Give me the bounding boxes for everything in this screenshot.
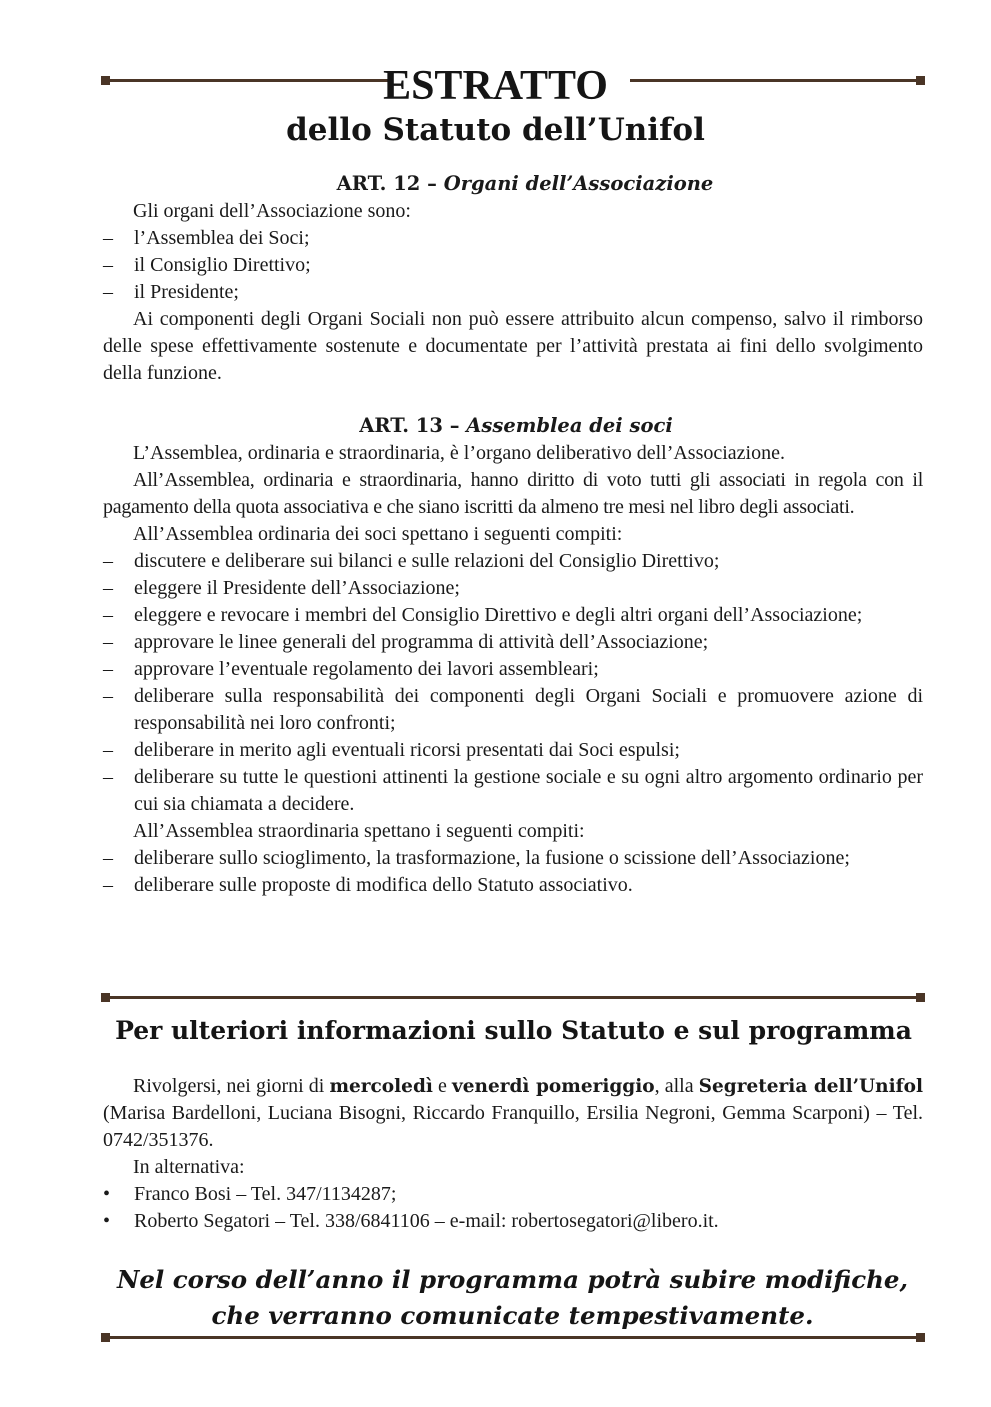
bullet-icon: • xyxy=(103,1210,111,1232)
art12-title: Organi dell’Associazione xyxy=(443,172,714,195)
art13-title: Assemblea dei soci xyxy=(466,414,673,437)
art12-number: ART. 12 – xyxy=(336,172,437,195)
secretariat-name: Segreteria dell’Unifol xyxy=(698,1076,923,1097)
art12-heading xyxy=(103,170,923,198)
info-alternative: In alternativa: xyxy=(133,1156,245,1178)
list-item: – eleggere e revocare i membri del Consiglio Direttivo e degli altri organi dell’Associazione; xyxy=(103,604,863,626)
art13-extra-intro: All’Assemblea straordinaria spettano i seguenti compiti: xyxy=(133,820,585,842)
closing-line-1: Nel corso dell’anno il programma potrà subire modifiche, xyxy=(116,1265,909,1294)
page-subtitle: dello Statuto dell’Unifol xyxy=(286,112,705,148)
list-item: – il Consiglio Direttivo; xyxy=(103,254,311,276)
info-paragraph: Rivolgersi, nei giorni di mercoledì e venerdì pomeriggio, alla Segreteria dell’Unifol (Marisa Bardelloni, Luciana Bisogni, Riccardo Franquillo, Ersilia Negroni, Gemma Scarponi) – Tel. 0742/351376. xyxy=(103,1075,923,1151)
bottom-rule xyxy=(103,1336,923,1339)
rule-end-cap xyxy=(916,993,925,1002)
day-friday-afternoon: venerdì pomeriggio xyxy=(451,1076,655,1097)
contact-item: • Roberto Segatori – Tel. 338/6841106 – e-mail: robertosegatori@libero.it. xyxy=(103,1208,923,1235)
list-item: – il Presidente; xyxy=(103,281,239,303)
page-title: ESTRATTO xyxy=(383,63,608,109)
list-item: – deliberare sullo scioglimento, la trasformazione, la fusione o scissione dell’Associazione; xyxy=(103,847,850,869)
info-heading: Per ulteriori informazioni sullo Statuto e sul programma xyxy=(115,1016,912,1045)
art13-p2: All’Assemblea, ordinaria e straordinaria, hanno diritto di voto tutti gli associati in regola con il pagamento della quota associativa e che siano iscritti da almeno tre mesi nel libro degli associati. xyxy=(103,469,923,518)
bullet-icon: • xyxy=(103,1183,111,1205)
art13-p1: L’Assemblea, ordinaria e straordinaria, è l’organo deliberativo dell’Associazione. xyxy=(133,442,785,464)
list-item: – deliberare in merito agli eventuali ricorsi presentati dai Soci espulsi; xyxy=(103,739,680,761)
art13-section xyxy=(103,412,923,899)
rule-end-cap xyxy=(916,1333,925,1342)
closing-note xyxy=(0,1262,991,1334)
day-wednesday: mercoledì xyxy=(329,1076,433,1097)
list-item: – approvare l’eventuale regolamento dei lavori assembleari; xyxy=(103,658,599,680)
art12-intro: Gli organi dell’Associazione sono: xyxy=(133,200,411,222)
rule-end-cap xyxy=(101,993,110,1002)
list-item: – eleggere il Presidente dell’Associazione; xyxy=(103,577,460,599)
list-item: – approvare le linee generali del programma di attività dell’Associazione; xyxy=(103,631,709,653)
contact-item: • Franco Bosi – Tel. 347/1134287; xyxy=(103,1181,923,1208)
art12-closing: Ai componenti degli Organi Sociali non può essere attribuito alcun compenso, salvo il rimborso delle spese effettivamente sostenute e documentate per l’attività prestata ai fini dello svolgimento della funzione. xyxy=(103,308,923,384)
info-section xyxy=(103,1073,923,1235)
list-item: – l’Assemblea dei Soci; xyxy=(103,227,310,249)
closing-line-2: che verranno comunicate tempestivamente. xyxy=(211,1301,814,1330)
list-item: – deliberare sulla responsabilità dei componenti degli Organi Sociali e promuovere azione di responsabilità nei loro confronti; xyxy=(103,685,923,734)
list-item: – deliberare sulle proposte di modifica dello Statuto associativo. xyxy=(103,874,633,896)
art12-section xyxy=(103,170,923,387)
art13-heading xyxy=(103,412,923,440)
middle-rule xyxy=(103,996,923,999)
rule-end-cap xyxy=(101,1333,110,1342)
list-item: – deliberare su tutte le questioni attinenti la gestione sociale e su ogni altro argomento ordinario per cui sia chiamata a decidere. xyxy=(103,766,923,815)
art13-ordinary-intro: All’Assemblea ordinaria dei soci spettano i seguenti compiti: xyxy=(133,523,623,545)
art13-number: ART. 13 – xyxy=(359,414,460,437)
list-item: – discutere e deliberare sui bilanci e sulle relazioni del Consiglio Direttivo; xyxy=(103,550,720,572)
